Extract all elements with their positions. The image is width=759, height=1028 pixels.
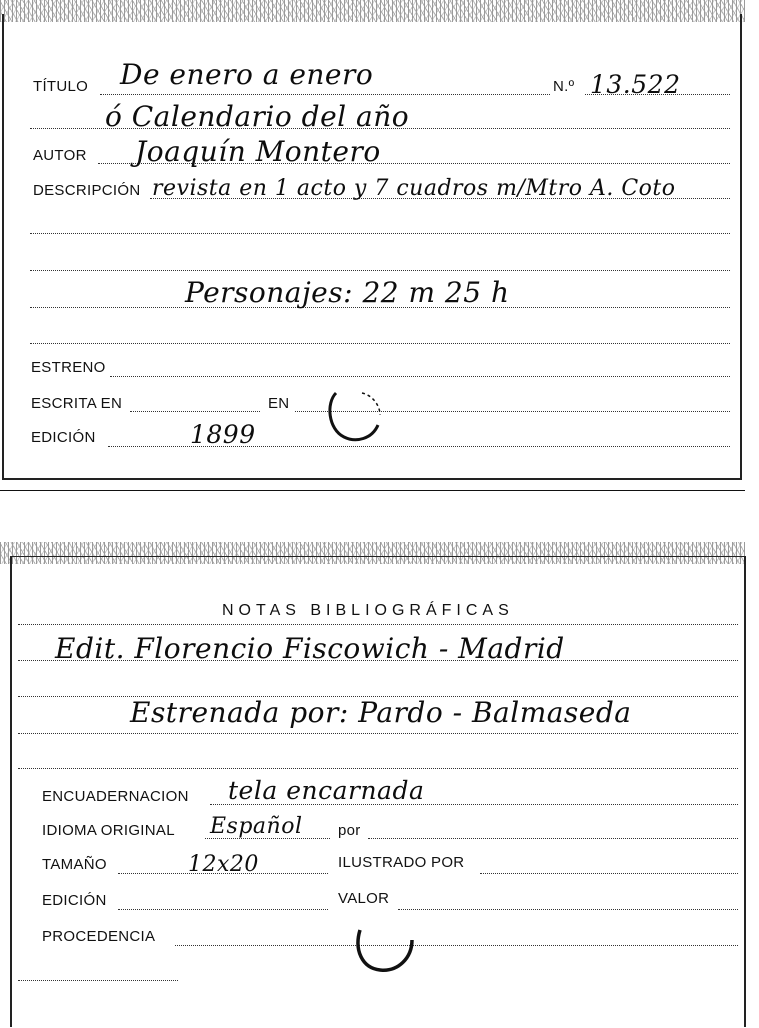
escrita-en-label: ESCRITA EN <box>31 395 123 412</box>
ilustrado-por-line <box>480 873 738 874</box>
valor-line <box>398 909 738 910</box>
circular-stamp-icon <box>350 926 420 978</box>
descripcion-value: revista en 1 acto y 7 cuadros m/Mtro A. Coto <box>152 176 676 201</box>
estreno-line <box>110 376 730 377</box>
idioma-original-label: IDIOMA ORIGINAL <box>42 822 175 839</box>
notes-line-5 <box>18 768 738 769</box>
notas-heading: NOTAS BIBLIOGRÁFICAS <box>222 602 514 619</box>
autor-value: Joaquín Montero <box>135 135 381 168</box>
por-line <box>368 838 738 839</box>
card-bottom-edge <box>0 490 745 491</box>
personajes-value: Personajes: 22 m 25 h <box>185 276 510 309</box>
encuadernacion-label: ENCUADERNACION <box>42 788 189 805</box>
valor-label: VALOR <box>338 890 390 907</box>
circular-stamp-icon <box>322 385 390 447</box>
blank-line-4 <box>30 343 730 344</box>
blank-line-2 <box>30 270 730 271</box>
edicion-line <box>118 909 328 910</box>
note-editorial: Edit. Florencio Fiscowich - Madrid <box>55 632 565 665</box>
edicion-label: EDICIÓN <box>42 892 107 909</box>
en-label: EN <box>268 395 290 412</box>
idioma-original-value: Español <box>210 814 303 839</box>
autor-label: AUTOR <box>33 147 87 164</box>
numero-line <box>585 94 730 95</box>
titulo-value-line2: ó Calendario del año <box>105 100 410 133</box>
titulo-line <box>100 94 550 95</box>
titulo-label: TÍTULO <box>33 78 89 95</box>
estreno-label: ESTRENO <box>31 359 106 376</box>
encuadernacion-value: tela encarnada <box>228 776 425 805</box>
tamano-label: TAMAÑO <box>42 856 107 873</box>
procedencia-label: PROCEDENCIA <box>42 928 156 945</box>
por-label: por <box>338 822 361 839</box>
edicion-value: 1899 <box>190 420 256 449</box>
descripcion-label: DESCRIPCIÓN <box>33 182 141 199</box>
catalog-card-bottom <box>0 536 745 1028</box>
procedencia-line <box>175 945 738 946</box>
edicion-label: EDICIÓN <box>31 429 96 446</box>
note-estrenada: Estrenada por: Pardo - Balmaseda <box>130 696 632 729</box>
blank-line <box>18 980 178 981</box>
titulo-value-line1: De enero a enero <box>120 58 374 91</box>
ilustrado-por-label: ILUSTRADO POR <box>338 854 465 871</box>
tamano-value: 12x20 <box>188 852 259 877</box>
blank-line-1 <box>30 233 730 234</box>
numero-label: N.º <box>553 78 575 95</box>
escrita-en-line <box>130 411 260 412</box>
catalog-card-top <box>0 0 745 492</box>
numero-value: 13.522 <box>590 70 681 99</box>
notes-line-4 <box>18 733 738 734</box>
notes-line-1 <box>18 624 738 625</box>
